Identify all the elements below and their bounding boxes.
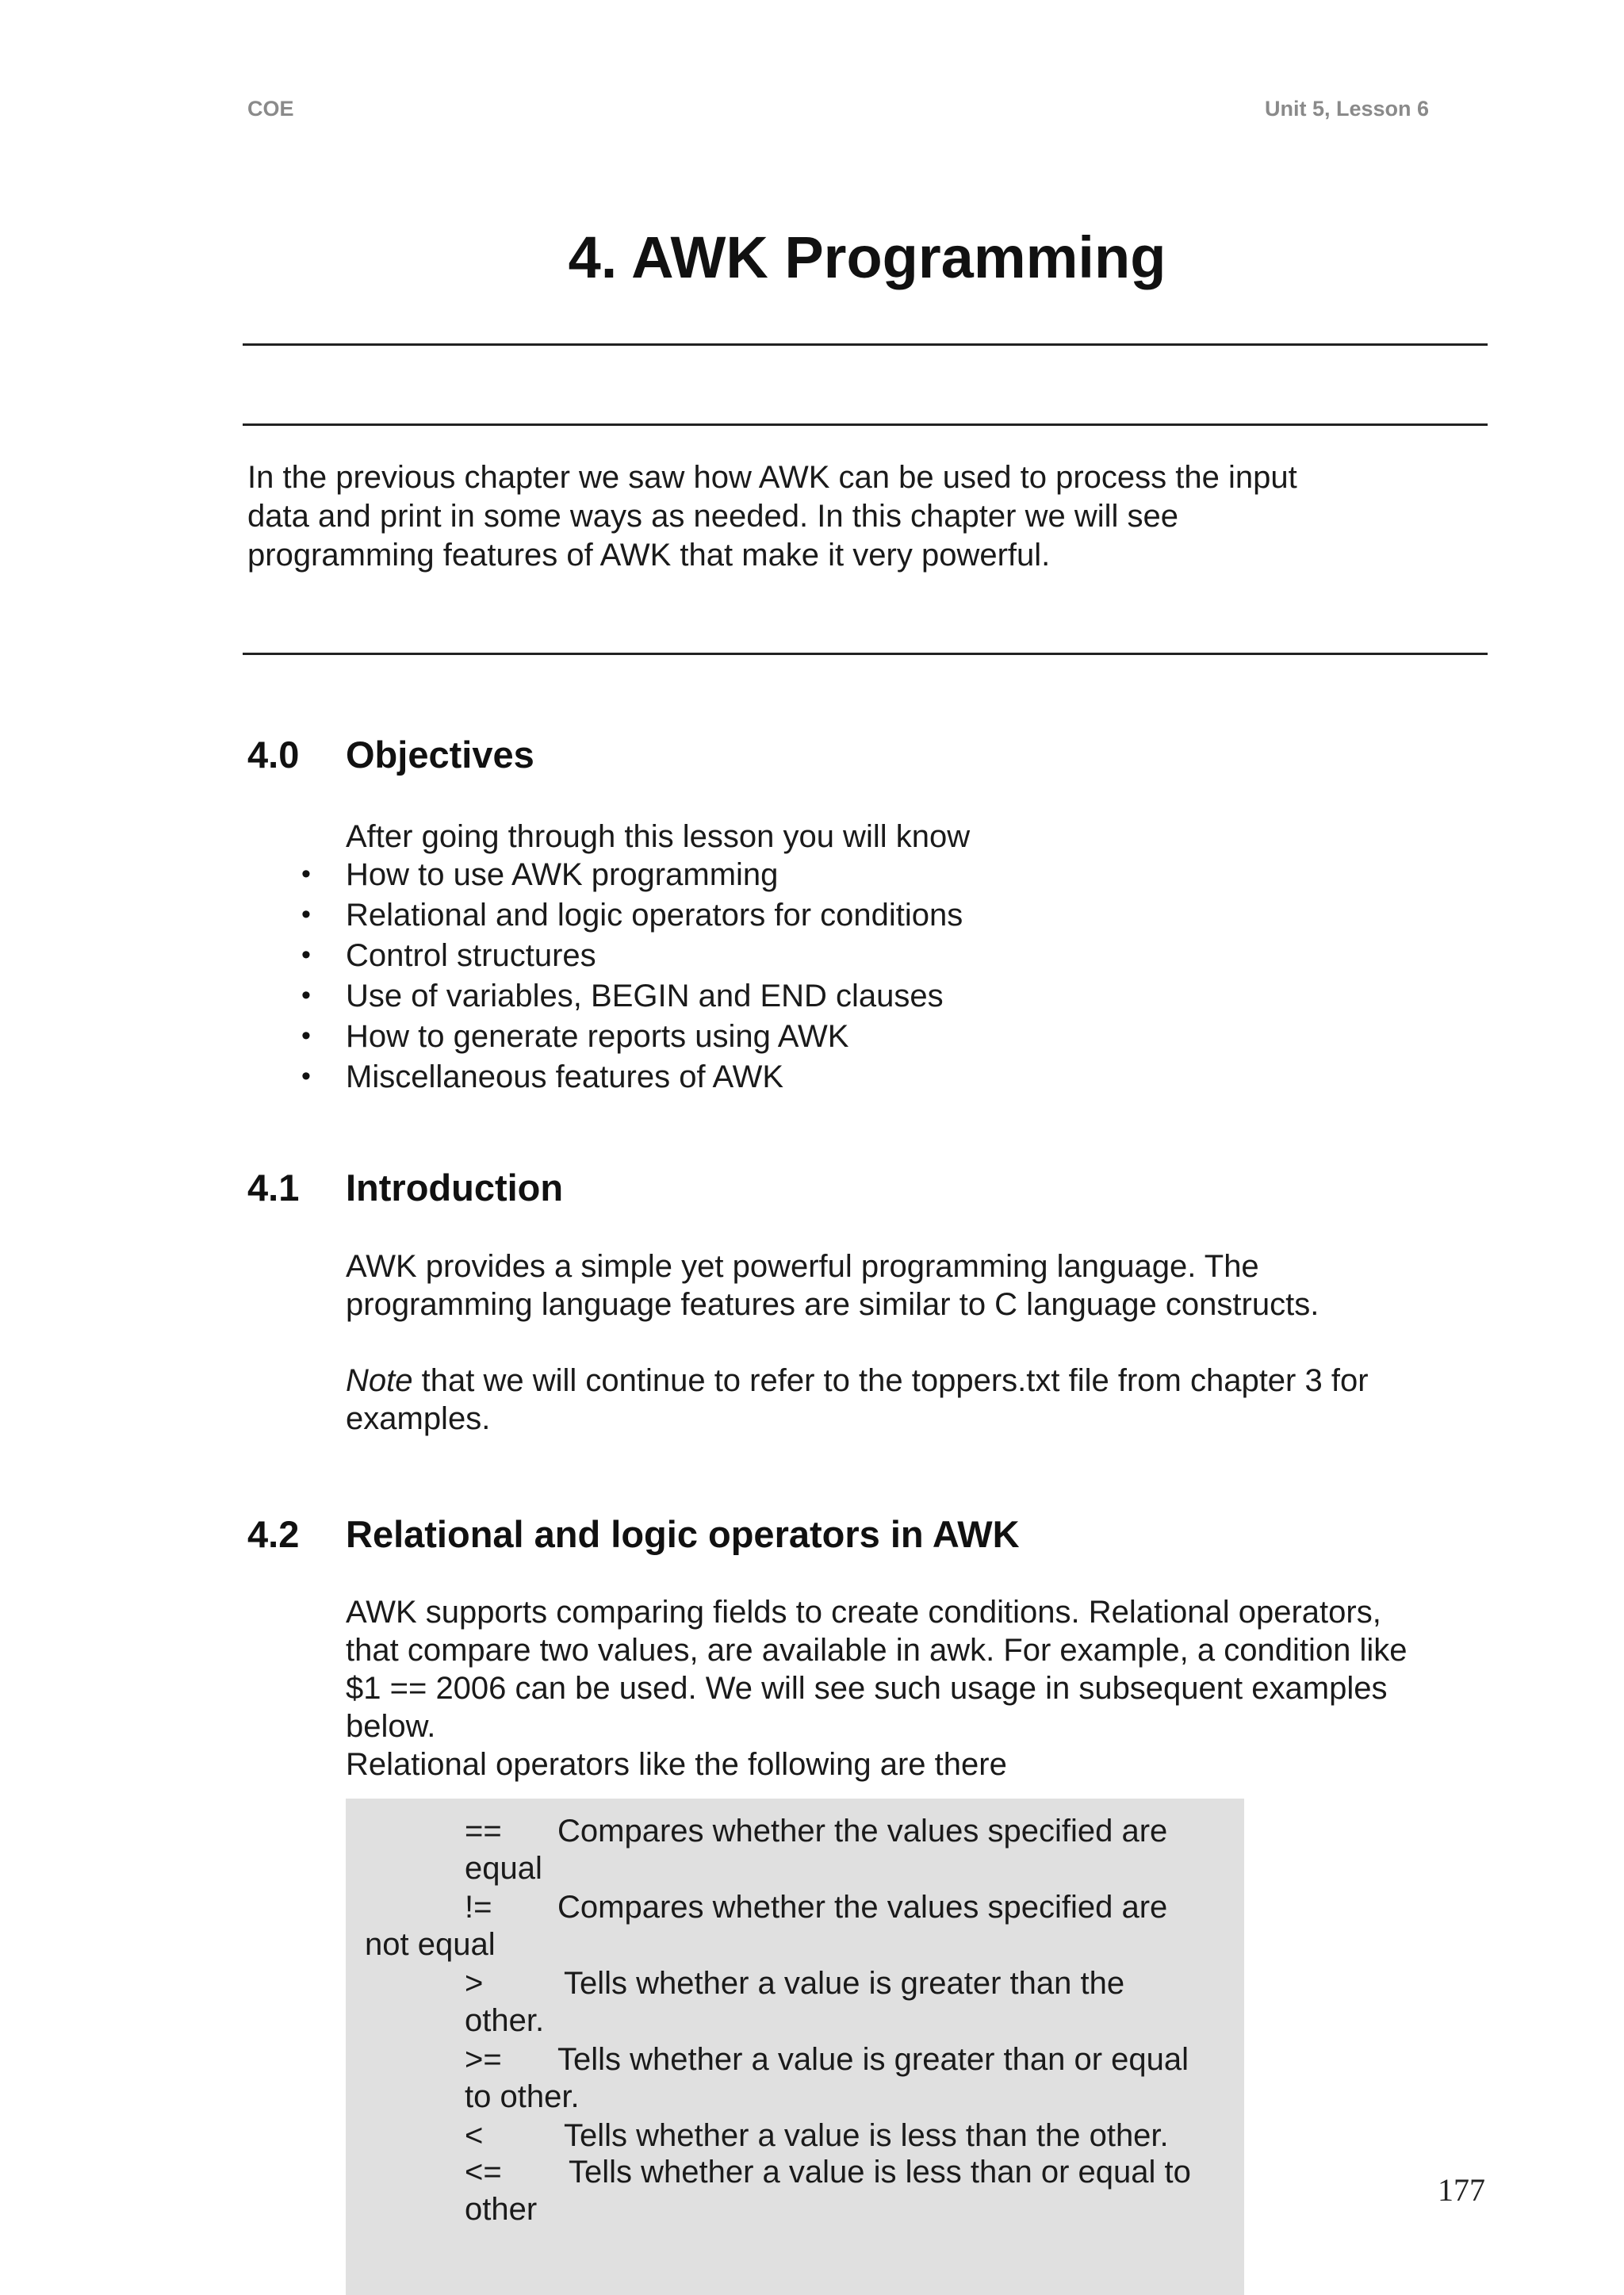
operator-description-cont: other. — [465, 2003, 545, 2038]
chapter-title: 4. AWK Programming — [568, 224, 1166, 290]
intro-line: In the previous chapter we saw how AWK can be used to process the input — [247, 460, 1297, 495]
operator-symbol: >= — [465, 2042, 502, 2077]
section-number: 4.1 — [247, 1167, 300, 1209]
bullet-icon: • — [301, 1021, 311, 1051]
paragraph-line: that compare two values, are available in awk. For example, a condition like — [346, 1633, 1408, 1668]
running-header-left: COE — [247, 97, 294, 121]
note-line: examples. — [346, 1401, 491, 1436]
section-title: Introduction — [346, 1167, 564, 1209]
list-item: Use of variables, BEGIN and END clauses — [346, 979, 944, 1013]
paragraph-line: AWK supports comparing fields to create conditions. Relational operators, — [346, 1595, 1381, 1630]
paragraph-line: below. — [346, 1709, 436, 1744]
operator-symbol: != — [465, 1890, 492, 1925]
operator-description: Tells whether a value is greater than the — [564, 1966, 1125, 2001]
operator-description-cont: other — [465, 2192, 538, 2227]
operator-description: Compares whether the values specified are — [557, 1814, 1168, 1849]
note-text: that we will continue to refer to the toppers.txt file from chapter 3 for — [412, 1363, 1369, 1398]
page-number: 177 — [1438, 2172, 1485, 2208]
list-item: How to use AWK programming — [346, 857, 779, 892]
section-title: Relational and logic operators in AWK — [346, 1513, 1020, 1555]
running-header-right: Unit 5, Lesson 6 — [1265, 97, 1430, 121]
operator-description-cont: not equal — [365, 1927, 496, 1962]
intro-line: data and print in some ways as needed. In this chapter we will see — [247, 499, 1178, 534]
bullet-icon: • — [301, 940, 311, 970]
divider — [243, 653, 1488, 655]
introduction-paragraph — [346, 1247, 1319, 1324]
paragraph-line: AWK provides a simple yet powerful programming language. The — [346, 1249, 1259, 1284]
divider — [243, 423, 1488, 426]
intro-line: programming features of AWK that make it very powerful. — [247, 538, 1051, 573]
divider — [243, 343, 1488, 346]
note-label: Note — [346, 1363, 413, 1398]
paragraph-line: Relational operators like the following are there — [346, 1747, 1007, 1782]
operator-description-cont: equal — [465, 1851, 542, 1886]
objectives-lead: After going through this lesson you will know — [346, 819, 971, 854]
operator-description: Tells whether a value is greater than or equal — [557, 2042, 1189, 2077]
operator-symbol: < — [465, 2118, 484, 2153]
operator-description: Compares whether the values specified are — [557, 1890, 1168, 1925]
operator-symbol: > — [465, 1966, 484, 2001]
list-item: Control structures — [346, 938, 596, 973]
list-item: Miscellaneous features of AWK — [346, 1059, 784, 1094]
list-item: How to generate reports using AWK — [346, 1019, 849, 1054]
section-number: 4.2 — [247, 1513, 300, 1555]
operator-description-cont: to other. — [465, 2079, 580, 2114]
paragraph-line: $1 == 2006 can be used. We will see such usage in subsequent examples — [346, 1671, 1388, 1706]
section-title: Objectives — [346, 734, 534, 776]
list-item: Relational and logic operators for conditions — [346, 898, 963, 933]
relational-paragraph — [346, 1593, 1407, 1784]
bullet-icon: • — [301, 1061, 311, 1091]
operator-symbol: <= — [465, 2155, 502, 2190]
intro-paragraph — [247, 458, 1297, 575]
operator-description: Tells whether a value is less than or equal to — [569, 2155, 1191, 2190]
paragraph-line: programming language features are similar to C language constructs. — [346, 1287, 1320, 1322]
bullet-icon: • — [301, 899, 311, 929]
note-line — [346, 1362, 1369, 1400]
bullet-icon: • — [301, 980, 311, 1010]
operator-description: Tells whether a value is less than the other. — [564, 2118, 1169, 2153]
bullet-icon: • — [301, 859, 311, 889]
note-paragraph — [346, 1362, 1369, 1438]
operator-symbol: == — [465, 1814, 502, 1849]
section-number: 4.0 — [247, 734, 300, 776]
